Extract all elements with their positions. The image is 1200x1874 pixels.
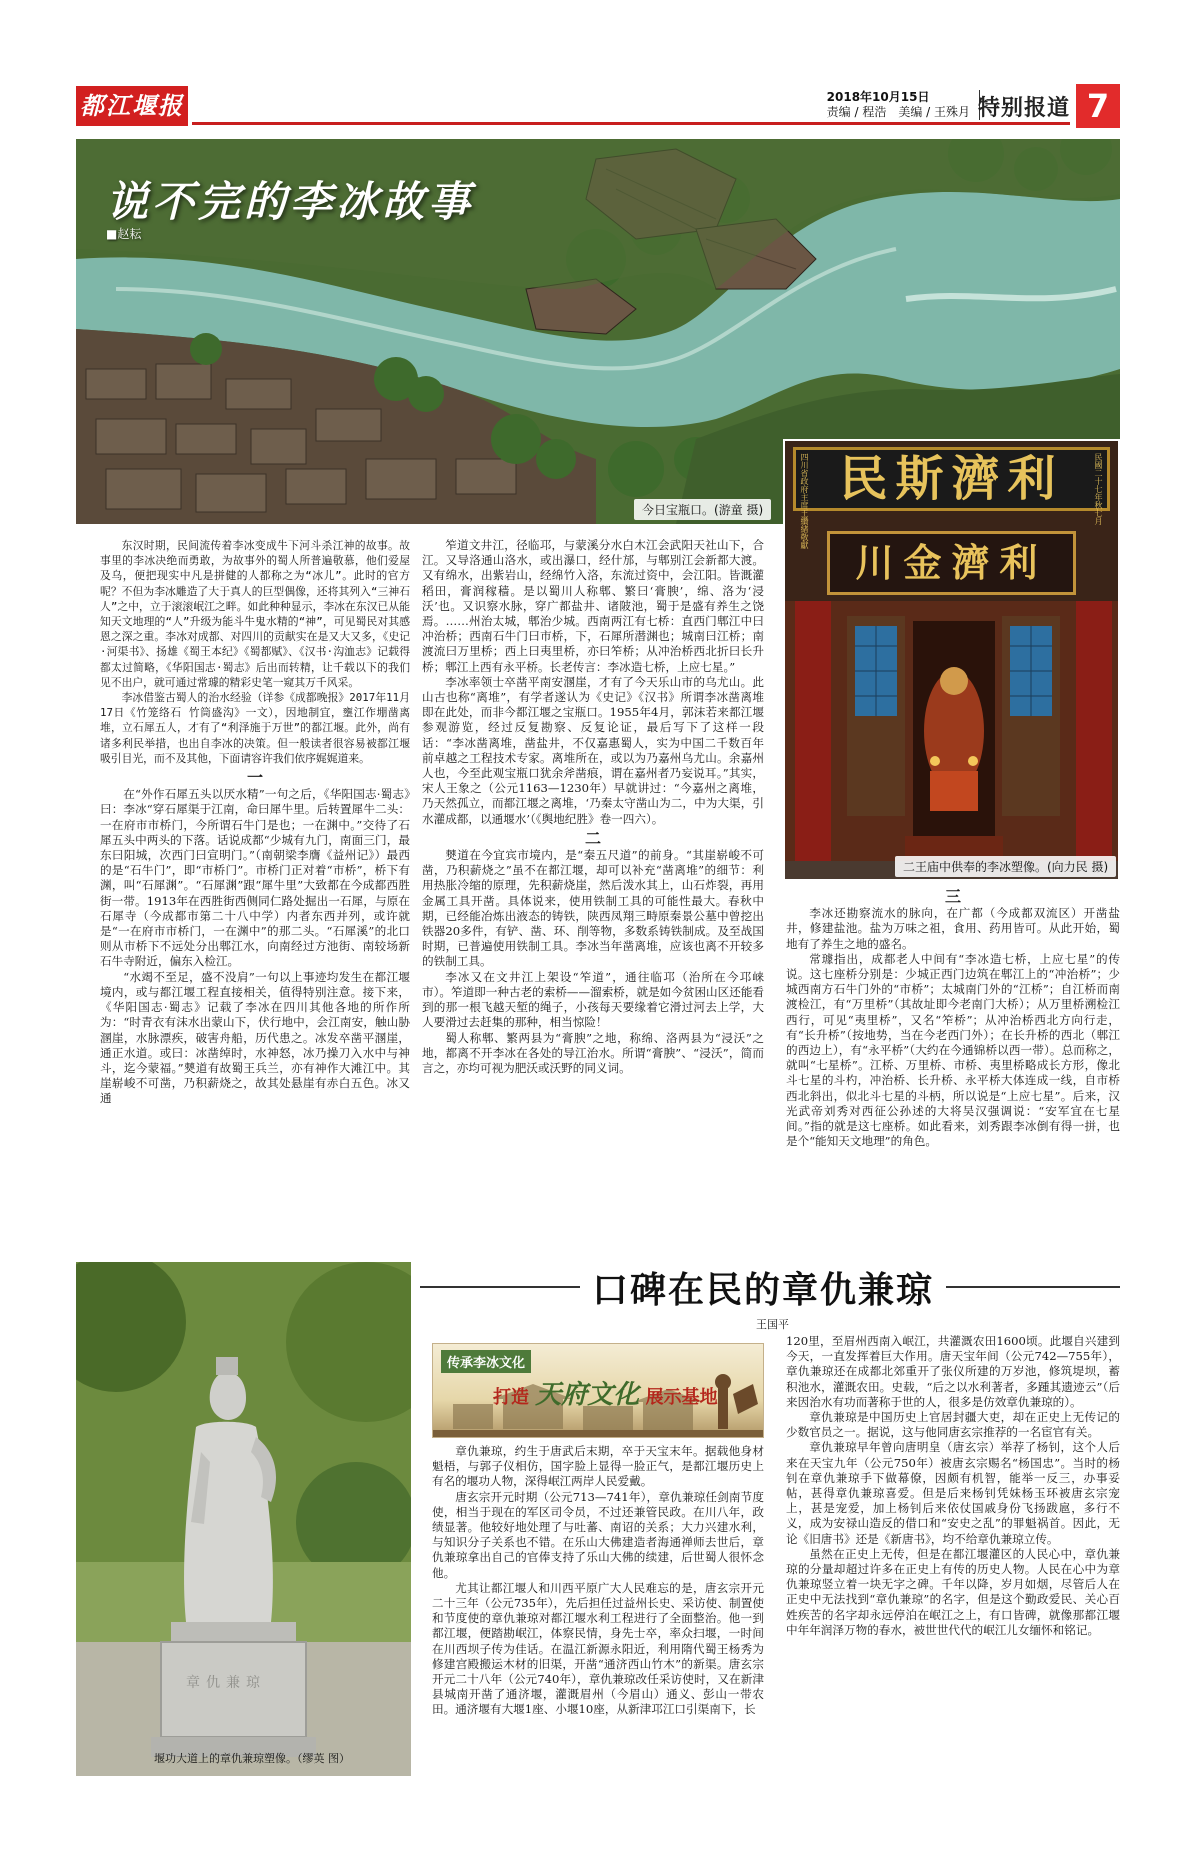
editors-line: 责编 / 程浩 美编 / 王殊月 [826, 105, 970, 119]
masthead [76, 86, 1120, 130]
body-paragraph: 李冰又在文井江上架设“笮道”，通往临邛（治所在今邛崃市）。笮道即一种古老的索桥——溜索桥，就是如今贫困山区还能看到的那一根飞越天堑的绳子，小孩每天要缘着它滑过河去上学，大人要滑过去赶集的那种，相当惊险！ [422, 969, 765, 1030]
culture-banner [432, 1343, 764, 1438]
body-paragraph: 李冰还勘察流水的脉向，在广都（今成都双流区）开凿盐井，修建盐池。盐为万味之祖，食用、药用皆可。从此开始，蜀地有了养生之地的盛名。 [786, 906, 1120, 951]
banner-slogan-part1: 打造 [493, 1387, 529, 1408]
body-paragraph: 在“外作石犀五头以厌水精”一句之后，《华阳国志·蜀志》曰：李冰“穿石犀渠于江南，命曰犀牛里。后转置犀牛二头：一在府市市桥门，今所谓石牛门是也；一在渊中。”交待了石犀五头中两头的下落。话说成都“少城有九门，南面三门，最东曰阳城，次西门曰宣明门。”（南朝梁李膺《益州记》）最西的是“石牛门”，即“市桥门”。市桥门正对着“市桥”，桥下有渊，叫“石犀渊”。“石犀渊”跟“犀牛里”大致都在今成都西胜街一带。1913年在西胜街西侧同仁路处掘出一石犀，与原在石犀寺（今成都市第二十八中学）内者东西并列，或许就是“一在府市市桥门，一在渊中”的那二头。“石犀溪”的北口则从市桥下不远处分出郫江水，向南经过方池街、南较场新石牛寺附近，偏东入检江。 [100, 787, 410, 969]
section-heading-3: 三 [944, 887, 961, 906]
article1-author: ■赵耘 [106, 227, 142, 241]
body-paragraph: 李冰率领士卒凿平南安溷崖，才有了今天乐山市的乌尤山。此山古也称“离堆”，有学者遂认为《史记》《汉书》所谓李冰凿离堆即在此处，而非今都江堰之宝瓶口。1955年4月，郭沫若来都江堰参观游览，经过反复勘察、反复论证，最后写下了这样一段话：“李冰凿离堆，凿盐井，不仅嘉惠蜀人，实为中国二千数百年前卓越之工程技术专家。离堆所在，或以为乃嘉州乌尤山。余嘉州人也，今至此观宝瓶口犹余斧凿痕，谓在嘉州者乃妄说耳。”其实，宋人王象之（公元1163—1230年）早就讲过：“今嘉州之离堆，乃天然孤立，而都江堰之离堆，‘乃秦太守凿山为二，中为大渠，引水灌成都，以通堰水’（《舆地纪胜》卷一四六）。 [422, 674, 764, 826]
masthead-rule [192, 122, 1070, 125]
body-paragraph: 章仇兼琼，约生于唐武后末期，卒于天宝末年。据载他身材魁梧，与郭子仪相仿，国字脸上显得一脸正气，是都江堰历史上有名的堰功人物，深得岷江两岸人民爱戴。 [432, 1444, 764, 1489]
banner-slogan [493, 1374, 718, 1411]
body-paragraph: 蜀人称郫、繁两县为“膏腴”之地，称绵、洛两县为“浸沃”之地，都离不开李冰在各处的导江治水。所谓“膏腴”、“浸沃”，简而言之，亦均可视为肥沃或沃野的同义词。 [422, 1030, 764, 1075]
body-paragraph: 僰道在今宜宾市境内，是“秦五尺道”的前身。“其崖崭峻不可凿，乃积薪烧之”虽不在都江堰，却可以补充“凿离堆”的细节：利用热胀冷缩的原理，先积薪烧崖，然后泼水其上，山石炸裂，再用金属工具开凿。具体说来，使用铁制工具的可能性最大。春秋中期，已经能冶炼出液态的铸铁，陕西凤翔三畤原秦景公墓中曾挖出铁器20多件，有铲、凿、环、削等物，多数系铸铁制成。及至战国时期，已普遍使用铁制工具。李冰当年凿离堆，应该也离不开较多的铁制工具。 [422, 848, 764, 969]
photo1-caption: 今日宝瓶口。(游童 摄) [634, 499, 771, 520]
body-paragraph: 章仇兼琼早年曾向唐明皇（唐玄宗）举荐了杨钊，这个人后来在天宝九年（公元750年）被唐玄宗赐名“杨国忠”。当时的杨钊在章仇兼琼手下做幕僚，因颇有机智，能举一反三，办事妥帖，甚得章仇兼琼喜爱。但是后来杨钊凭妹杨玉环被唐玄宗宠上，甚是宠爱，加上杨钊后来依仗国戚身份飞扬跋扈，多行不义，成为安禄山造反的借口和“安史之乱”的罪魁祸首。因此，无论《旧唐书》还是《新唐书》，均不给章仇兼琼立传。 [786, 1440, 1120, 1546]
body-paragraph: 虽然在正史上无传，但是在都江堰灌区的人民心中，章仇兼琼的分量却超过许多在正史上有传的历史人物。人民在心中为章仇兼琼竖立着一块无字之碑。千年以降，岁月如烟，尽管后人在正史中无法找到“章仇兼琼”的名字，但是这个勤政爱民、关心百姓疾苦的名字却永远停泊在岷江之上，有口皆碑，就像那都江堰中年年润泽万物的春水，被世世代代的岷江儿女缅怀和铭记。 [786, 1546, 1120, 1637]
plaque-side-inscription-left: 四川省政府主席王纘緒敬獻 [800, 453, 809, 549]
intro-paragraph: 东汉时期，民间流传着李冰变成牛下河斗杀江神的故事。故事里的李冰决绝而勇敢，为故事外的蜀人所普遍敬慕，他们爱屋及乌，便把现实中凡是拼健的人都称之为“冰儿”。此时的官方呢？不但为李冰雕造了大于真人的巨型偶像，还将其列入“三神石人”之中，立于滚滚岷江之畔。如此种种显示，李冰在东汉已从能知天文地理的“人”升级为能斗牛鬼水精的“神”，可见蜀民对其感恩之深之重。李冰对成都、对四川的贡献实在是又大又多，《史记·河渠书》、扬雄《蜀王本纪》《蜀都赋》、《汉书·沟洫志》记载得都太过简略，《华阳国志·蜀志》后出而转精，让千载以下的我们见不出户，就可通过常璩的精彩史笔一窥其万千风采。 [100, 539, 410, 689]
banner-heading: 传承李冰文化 [441, 1350, 531, 1373]
issue-date: 2018年10月15日 [826, 90, 930, 104]
pedestal-inscription: 章仇兼琼 [186, 1675, 266, 1691]
statue-photo-zhangchoujianqiong [76, 1262, 411, 1776]
article1-column-3 [786, 885, 1120, 1149]
article2-title: 口碑在民的章仇兼琼 [580, 1262, 946, 1313]
body-paragraph: 120里，至眉州西南入岷江，共灌溉农田1600顷。此堰自兴建到今天，一直发挥着巨大作用。唐天宝年间（公元742—755年），章仇兼琼还在成都北郊重开了张仪所建的万岁池，修筑堤坝，蓄积池水，灌溉农田。史载，“后之以水利著者，多踵其遗迹云”（后来因治水有功而著称于世的人，很多是仿效章仇兼琼的）。 [786, 1334, 1120, 1409]
body-paragraph: “水竭不至足，盛不没肩”一句以上事迹均发生在都江堰境内，或与都江堰工程直接相关，值得特别注意。接下来，《华阳国志·蜀志》记载了李冰在四川其他各地的所作所为：“时青衣有沫水出蒙山下，伏行地中，会江南安，触山胁溷崖，水脉漂疾，破害舟船，历代患之。冰发卒凿平溷崖，通正水道。或曰：冰凿绰时，水神怒，冰乃操刀入水中与神斗，迄今蒙福。”僰道有故蜀王兵兰，亦有神作大滩江中。其崖崭峻不可凿，乃积薪烧之，故其处悬崖有赤白五色。冰又通 [100, 969, 410, 1106]
article1-title: 说不完的李冰故事 [106, 177, 475, 226]
article1-column-1 [100, 538, 410, 1107]
photo2-caption: 二王庙中供奉的李冰塑像。(向力民 摄) [895, 856, 1116, 877]
article2-column-1 [432, 1444, 764, 1718]
body-paragraph: 尤其让都江堰人和川西平原广大人民难忘的是，唐玄宗开元二十三年（公元735年），先后担任过益州长史、采访使、制置使和节度使的章仇兼琼对都江堰水利工程进行了全面整治。他一到都江堰，便踏勘岷江，体察民情，身先士卒，率众扫堰，一时间在川西坝子传为佳话。在温江新源永阳近，利用隋代蜀王杨秀为修建宫殿搬运木材的旧渠，开凿“通济西山竹木”的新渠。唐玄宗开元二十八年（公元740年），章仇兼琼改任采访使时，又在新津县城南开凿了通济堰，灌溉眉州（今眉山）通义、彭山一带农田。通济堰有大堰1座、小堰10座，从新津邛江口引渠南下，长 [432, 1580, 764, 1717]
body-paragraph: 唐玄宗开元时期（公元713—741年），章仇兼琼任剑南节度使，相当于现在的军区司令员，不过还兼管民政。在川八年，政绩显著。他较好地处理了与吐蕃、南诏的关系；大力兴建水利，与知识分子关系也不错。在乐山大佛建造者海通禅师去世后，章仇兼琼拿出自己的官俸支持了乐山大佛的续建，后世蜀人很怀念他。 [432, 1489, 764, 1580]
temple-photo-erwangmiao [783, 439, 1120, 881]
article2-title-bar [420, 1262, 1120, 1312]
body-paragraph: 章仇兼琼是中国历史上官居封疆大吏，却在正史上无传记的少数官员之一。据说，这与他同唐玄宗推荐的一名宦官有关。 [786, 1410, 1120, 1440]
body-paragraph: 笮道文井江，径临邛，与蒙溪分水白木江会武阳天社山下，合江。又导洛通山洛水，或出瀑口，经什邡，与郫别江会新都大渡。又有绵水，出紫岩山，经绵竹入洛，东流过资中，会江阳。皆溉灌稻田，膏润稼穑。是以蜀川人称郫、繁曰‘膏腴’，绵、洛为‘浸沃’也。又识察水脉，穿广都盐井、诸陂池，蜀于是盛有养生之饶焉。……州治太城，郫治少城。西南两江有七桥：直西门郫江中曰冲治桥；西南石牛门曰市桥，下，石犀所潜渊也；城南曰江桥；南渡流曰万里桥；西上曰夷里桥，亦曰笮桥；从冲治桥西北折曰长升桥；郫江上西有永平桥。长老传言：李冰造七桥，上应七星。” [422, 538, 764, 674]
issue-meta [827, 90, 970, 120]
article2-author: 王国平 [756, 1318, 789, 1331]
page-number: 7 [1076, 84, 1120, 128]
banner-slogan-part3: 展示基地 [645, 1387, 718, 1408]
plaque-side-inscription-right: 民國二十七年秋七月 [1094, 453, 1103, 525]
plaque-minsijili: 民斯濟利 [793, 447, 1110, 511]
banner-slogan-part2: 天府文化 [535, 1380, 640, 1410]
article1-column-2 [422, 538, 764, 1076]
section-heading-1: 一 [246, 768, 263, 788]
body-paragraph: 常璩指出，成都老人中间有“李冰造七桥，上应七星”的传说。这七座桥分别是：少城正西门边筑在郫江上的“冲治桥”；少城西南方石牛门外的“市桥”；太城南门外的“江桥”；自江桥而南渡检江，有“万里桥”（其故址即今老南门大桥）；从万里桥溯检江西行，可见“夷里桥”，又名“笮桥”；从冲治桥西北方向行走，有“长升桥”（按地势，当在今老西门外）；在长升桥的西北（郫江的西边上），有“永平桥”（大约在今通锦桥以西一带）。总而称之，就叫“七星桥”。江桥、万里桥、市桥、夷里桥略成长方形，像北斗七星的斗杓，冲治桥、长升桥、永平桥大体连成一线，自市桥西北斜出，似北斗七星的斗柄，所以说是“上应七星”。后来，汉光武帝刘秀对西征公孙述的大将吴汉强调说：“安军宜在七星间。”指的就是这七座桥。如此看来，刘秀跟李冰倒有得一拼，也是个“能知天文地理”的角色。 [786, 951, 1120, 1149]
section-heading-2: 二 [584, 828, 601, 848]
article2-column-2 [786, 1334, 1120, 1638]
plaque-chuanjinjili: 川金濟利 [827, 531, 1076, 595]
statue-illustration [76, 1262, 411, 1776]
newspaper-logo: 都江堰报 [76, 86, 188, 126]
statue-caption: 堰功大道上的章仇兼琼塑像。（缪英 图） [154, 1752, 350, 1765]
section-name: 特别报道 [977, 96, 1070, 121]
intro-paragraph: 李冰借鉴古蜀人的治水经验（详参《成都晚报》2017年11月17日《竹笼络石 竹筒盛沟》一文），因地制宜，壅江作堋凿离堆，立石犀五人，才有了“利泽施于万世”的都江堰。此外，尚有诸多利民举措，也出自李冰的决策。但一般读者很容易被都江堰吸引目光，而不及其他，下面请容许我们依序娓娓道来。 [100, 691, 410, 765]
